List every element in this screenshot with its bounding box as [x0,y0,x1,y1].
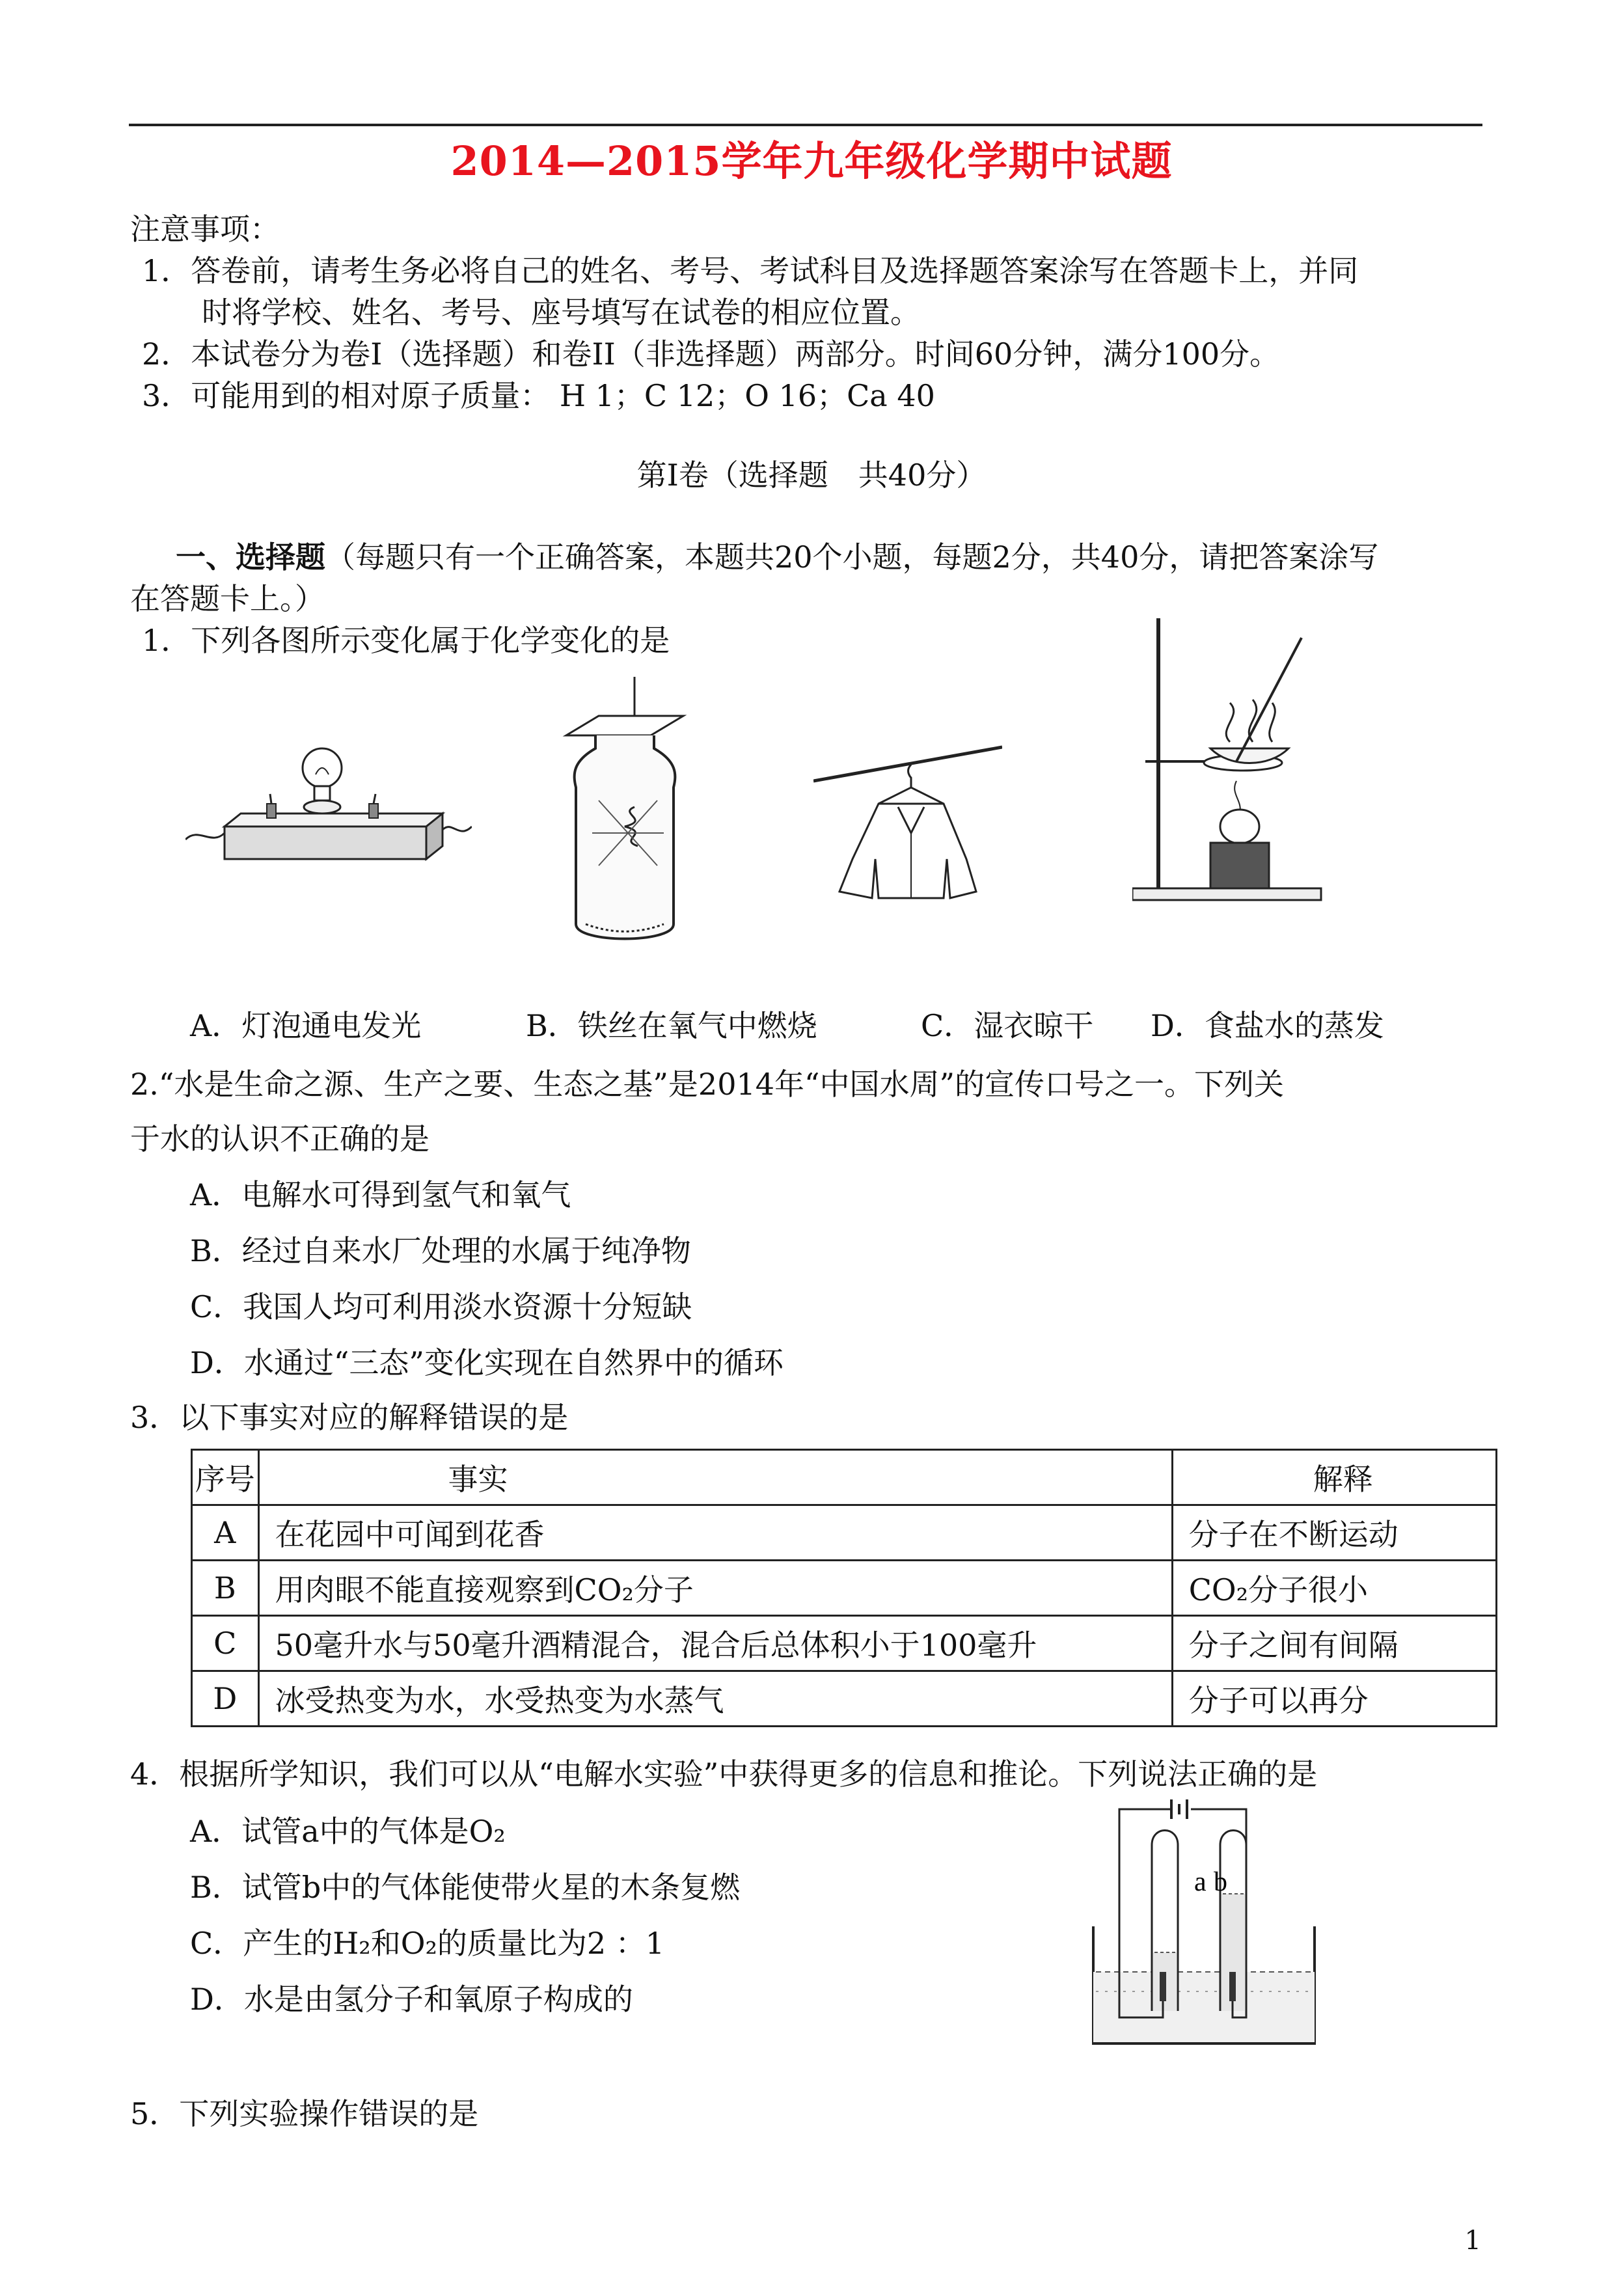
notice-item-1: 1．答卷前，请考生务必将自己的姓名、考号、考试科目及选择题答案涂写在答题卡上，并同 [142,253,1359,288]
table-cell: 冰受热变为水，水受热变为水蒸气 [258,1671,1172,1727]
table-header-cell: 事实 [258,1450,1172,1505]
table-cell: 在花园中可闻到花香 [258,1505,1172,1561]
table-cell: A [192,1505,259,1561]
table-cell: 50毫升水与50毫升酒精混合，混合后总体积小于100毫升 [258,1616,1172,1671]
q4-option-d: D．水是由氢分子和氧原子构成的 [190,1982,633,2017]
q2-option-c: C．我国人均可利用淡水资源十分短缺 [190,1289,692,1324]
q2-option-d: D．水通过“三态”变化实现在自然界中的循环 [190,1345,784,1380]
table-cell: 分子在不断运动 [1172,1505,1496,1561]
notice-item-2: 2．本试卷分为卷I（选择题）和卷II（非选择题）两部分。时间60分钟，满分100分。 [142,336,1280,372]
tube-a-label: a [1194,1867,1207,1897]
notice-item-1-cont: 时将学校、姓名、考号、座号填写在试卷的相应位置。 [202,295,920,330]
q1-option-d: D．食盐水的蒸发 [1151,1008,1384,1043]
table-cell: 分子可以再分 [1172,1671,1496,1727]
clothes-drying-icon [813,742,1002,905]
q4-option-c: C．产生的H₂和O₂的质量比为2 ：1 [190,1926,665,1961]
table-row [192,1505,1497,1561]
part-instruction-cont: 在答题卡上。） [130,581,325,616]
q4-option-a: A．试管a中的气体是O₂ [190,1814,506,1849]
table-cell: B [192,1561,259,1616]
light-bulb-circuit-icon [185,742,472,905]
evaporation-apparatus-icon [1132,618,1334,905]
q1-option-a: A．灯泡通电发光 [190,1008,422,1043]
q1-option-c: C．湿衣晾干 [921,1008,1094,1043]
table-cell: 用肉眼不能直接观察到CO₂分子 [258,1561,1172,1616]
table-cell: 分子之间有间隔 [1172,1616,1496,1671]
page-number: 1 [1464,2226,1481,2256]
table-row [192,1616,1497,1671]
part-label: 一、选择题 [176,540,325,575]
part-instruction: （每题只有一个正确答案，本题共20个小题，每题2分，共40分，请把答案涂写 [325,540,1379,575]
notice-heading: 注意事项： [130,212,280,247]
electrolysis-apparatus-icon [1087,1796,1334,2050]
header-rule [129,124,1482,126]
facts-table [191,1449,1497,1727]
notice-item-3: 3．可能用到的相对原子质量： H 1；C 12；O 16；Ca 40 [142,378,935,413]
section-header: 第I卷（选择题 共40分） [636,458,987,493]
q5-stem: 5．下列实验操作错误的是 [130,2096,479,2131]
q2-option-a: A．电解水可得到氢气和氧气 [190,1177,571,1212]
q4-stem: 4．根据所学知识，我们可以从“电解水实验”中获得更多的信息和推论。下列说法正确的是 [130,1756,1318,1792]
table-row [192,1561,1497,1616]
q1-option-b: B．铁丝在氧气中燃烧 [526,1008,817,1043]
q2-stem: 2.“水是生命之源、生产之要、生态之基”是2014年“中国水周”的宣传口号之一。下列关 [130,1067,1285,1102]
table-row [192,1671,1497,1727]
table-cell: D [192,1671,259,1727]
q2-option-b: B．经过自来水厂处理的水属于纯净物 [190,1233,691,1268]
q2-stem-cont: 于水的认识不正确的是 [130,1121,430,1156]
table-header-cell: 序号 [192,1450,259,1505]
table-header-row [192,1450,1497,1505]
iron-wire-jar-icon [560,677,690,950]
tube-b-label: b [1214,1867,1227,1897]
table-cell: CO₂分子很小 [1172,1561,1496,1616]
page-title: 2014—2015学年九年级化学期中试题 [450,137,1173,185]
q4-option-b: B．试管b中的气体能使带火星的木条复燃 [190,1870,741,1905]
table-header-cell: 解释 [1172,1450,1496,1505]
table-cell: C [192,1616,259,1671]
q3-stem: 3．以下事实对应的解释错误的是 [130,1400,569,1435]
q1-stem: 1．下列各图所示变化属于化学变化的是 [142,623,670,658]
